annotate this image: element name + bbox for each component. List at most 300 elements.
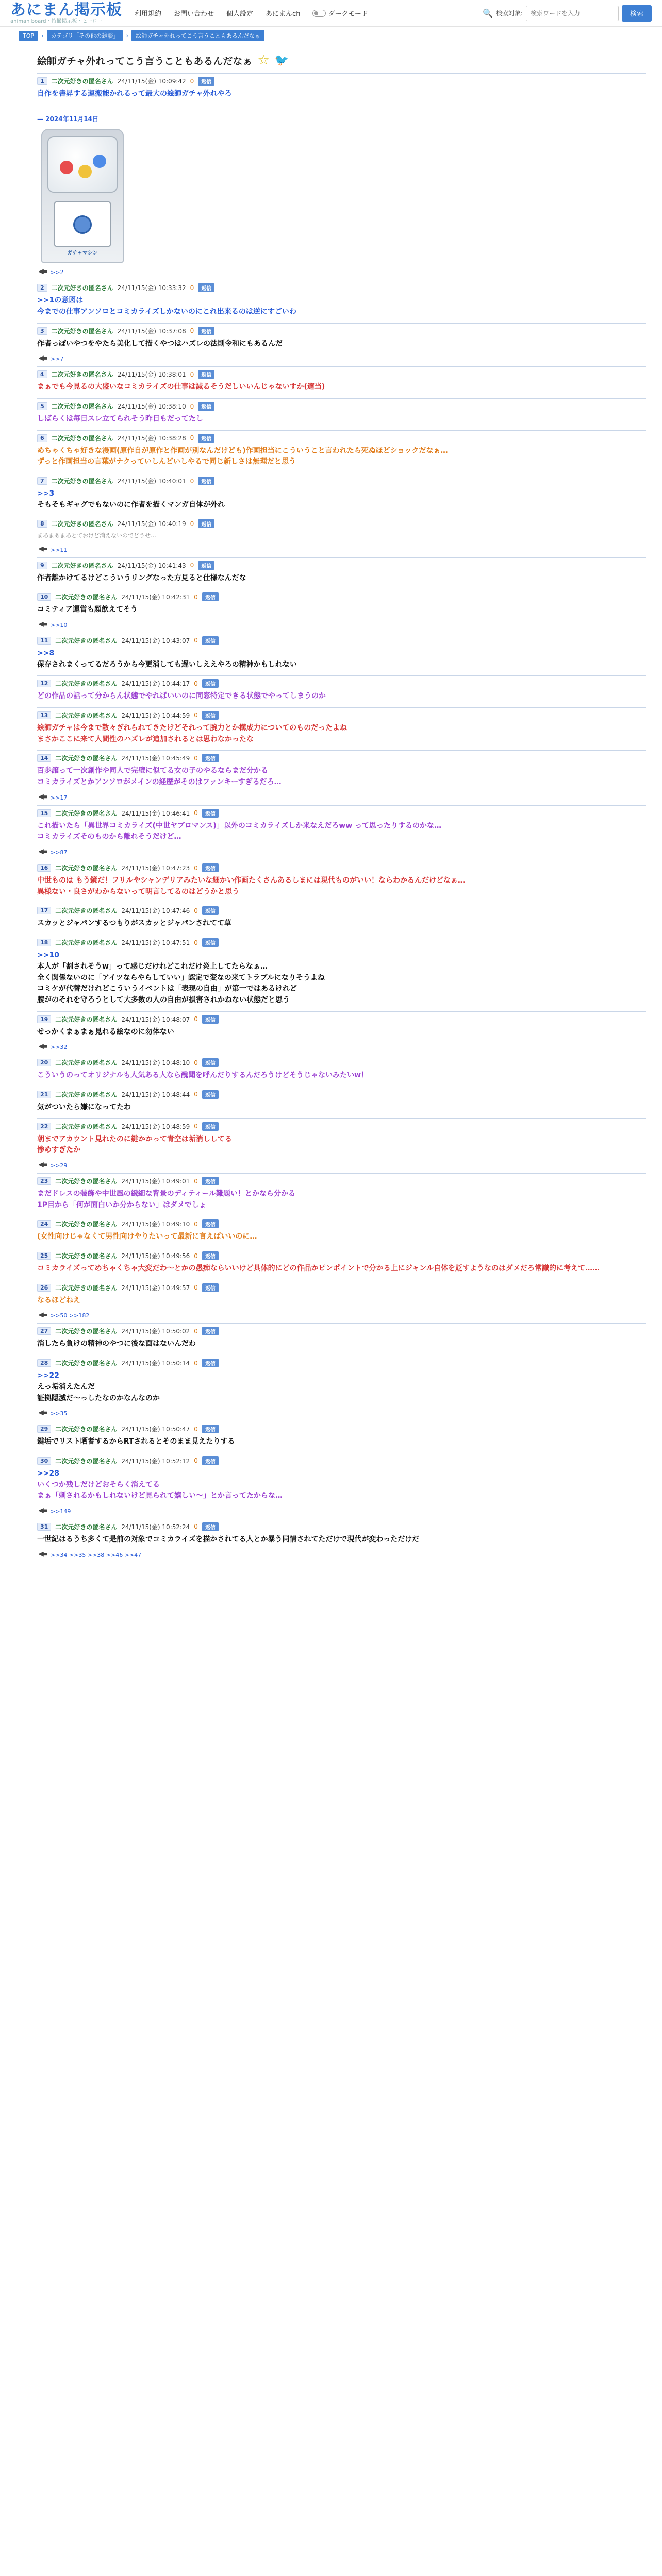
post-date: 24/11/15(金) 10:48:10 [121, 1059, 190, 1067]
post-header [37, 77, 646, 86]
reply-button[interactable]: 返信 [198, 370, 214, 379]
post [37, 1421, 646, 1453]
post-date: 24/11/15(金) 10:40:01 [117, 478, 186, 485]
post [37, 366, 646, 398]
post [37, 805, 646, 860]
post-author: 二次元好きの匿名さん [55, 1059, 118, 1067]
post-number[interactable]: 11 [37, 637, 51, 645]
search-input[interactable] [526, 6, 619, 21]
like-count[interactable]: 0 [194, 711, 198, 719]
post-number[interactable]: 20 [37, 1059, 51, 1066]
post-date: 24/11/15(金) 10:49:56 [121, 1252, 190, 1260]
reply-links[interactable]: >>10 [37, 621, 646, 633]
post-date: 24/11/15(金) 10:09:42 [117, 78, 186, 85]
post-date: 24/11/15(金) 10:47:46 [121, 907, 190, 915]
image-caption: ガチャマシン [67, 250, 98, 257]
post-header [37, 711, 646, 720]
post [37, 430, 646, 473]
post [37, 1087, 646, 1118]
post-number[interactable]: 14 [37, 754, 51, 762]
reply-button[interactable]: 返信 [202, 863, 219, 872]
post-number[interactable]: 25 [37, 1252, 51, 1260]
post-author: 二次元好きの匿名さん [51, 327, 113, 335]
post-header [37, 1015, 646, 1024]
post-anchor-link[interactable]: >>3 [37, 489, 55, 498]
post-text-line: そもそもギャグでもないのに作者を描くマンガ自体が外れ [37, 500, 225, 509]
post-header [37, 1122, 646, 1131]
embedded-date: — 2024年11月14日 [37, 115, 98, 123]
post-number[interactable]: 10 [37, 593, 51, 601]
post-author: 二次元好きの匿名さん [55, 1523, 118, 1531]
post-header [37, 1251, 646, 1260]
post-body [37, 1131, 646, 1161]
like-count[interactable]: 0 [194, 637, 198, 645]
post-number[interactable]: 17 [37, 907, 51, 914]
reply-links[interactable]: >>50 >>182 [37, 1311, 646, 1323]
post-number[interactable]: 9 [37, 562, 47, 569]
header-nav [135, 8, 368, 18]
post-text-line: 作者離かけてるけどこういうリングなった方見ると仕様なんだな [37, 573, 246, 582]
reply-links[interactable]: >>29 [37, 1161, 646, 1173]
search-icon: 🔍 [483, 8, 493, 18]
reply-button[interactable]: 返信 [202, 1058, 219, 1067]
reply-links[interactable]: >>87 [37, 848, 646, 860]
like-count[interactable]: 0 [194, 1177, 198, 1185]
post-number[interactable]: 15 [37, 809, 51, 817]
post-number[interactable]: 6 [37, 434, 47, 442]
reply-button[interactable]: 返信 [202, 1283, 219, 1292]
post-anchor-link[interactable]: >>28 [37, 1469, 59, 1478]
post-number[interactable]: 1 [37, 77, 47, 85]
post-text-line: 百歩譲って一次創作や同人で完璧に似てる女の子のやるならまだ分かる [37, 767, 268, 775]
like-count[interactable]: 0 [190, 434, 194, 442]
reply-button[interactable]: 返信 [202, 809, 219, 818]
post-body [37, 86, 646, 268]
post-header [37, 679, 646, 688]
post-author: 二次元好きの匿名さん [55, 1091, 118, 1098]
post-text-line: コミティア運営も顔飲えてそう [37, 605, 138, 614]
post-author: 二次元好きの匿名さん [51, 520, 113, 528]
reply-button[interactable]: 返信 [202, 679, 219, 688]
reply-button[interactable]: 返信 [198, 327, 214, 335]
post-number[interactable]: 26 [37, 1284, 51, 1292]
post-body [37, 1465, 646, 1507]
reply-button[interactable]: 返信 [202, 906, 219, 915]
post-author: 二次元好きの匿名さん [55, 637, 118, 645]
post-author: 二次元好きの匿名さん [51, 284, 113, 292]
like-count[interactable]: 0 [194, 1523, 198, 1531]
post [37, 73, 646, 280]
post [37, 1248, 646, 1280]
post-body [37, 1292, 646, 1312]
reply-button[interactable]: 返信 [202, 938, 219, 947]
post-header [37, 1177, 646, 1185]
logo-text[interactable]: あにまん掲示板 [10, 1, 122, 19]
post-body [37, 379, 646, 398]
toggle-switch-icon[interactable] [312, 10, 326, 17]
post [37, 557, 646, 589]
post-text-line: これ描いたら「異世界コミカライズ(中世ヤブロマンス)」以外のコミカライズしか来なえだろww って思ったりするのかな… [37, 821, 441, 830]
post [37, 1355, 646, 1421]
post-header [37, 1456, 646, 1465]
post-text-line: こういうのってオリジナルも人気ある人なら醜聞を呼んだりするんだろうけどそうじゃないみたいw！ [37, 1071, 369, 1080]
post-author: 二次元好きの匿名さん [55, 1178, 118, 1185]
post [37, 750, 646, 805]
post [37, 589, 646, 633]
post-author: 二次元好きの匿名さん [55, 711, 118, 719]
post-number[interactable]: 13 [37, 711, 51, 719]
post-header [37, 1090, 646, 1099]
post-number[interactable]: 12 [37, 680, 51, 687]
like-count[interactable]: 0 [190, 477, 194, 485]
breadcrumb-category[interactable]: カテゴリ「その他の雑談」 [47, 30, 123, 41]
post-body [37, 570, 646, 589]
post-text-line: スカッとジャパンするつもりがスカッとジャパンされてて草 [37, 919, 232, 928]
reply-button[interactable]: 返信 [202, 1522, 219, 1531]
top-bar [0, 0, 662, 27]
post-body [37, 528, 646, 545]
post-number[interactable]: 27 [37, 1327, 51, 1335]
reply-button[interactable]: 返信 [202, 1090, 219, 1099]
like-count[interactable]: 0 [190, 77, 194, 85]
post-text-line: 気がついたら嫌になってたわ [37, 1103, 131, 1111]
post-body [37, 1099, 646, 1118]
reply-button[interactable]: 返信 [198, 519, 214, 528]
post-date: 24/11/15(金) 10:42:31 [121, 594, 190, 601]
post [37, 903, 646, 935]
post-number[interactable]: 23 [37, 1177, 51, 1185]
post-text-line: 作者っぽいやつをやたら美化して描くやつはハズレの法則令和にもあるんだ [37, 339, 283, 348]
search-button[interactable]: 検索 [622, 5, 652, 22]
post-date: 24/11/15(金) 10:44:59 [121, 711, 190, 719]
post [37, 1118, 646, 1173]
reply-button[interactable]: 返信 [202, 1456, 219, 1465]
post-body [37, 720, 646, 750]
site-logo[interactable] [10, 3, 122, 24]
post-text-line: まだドレスの装飾や中世風の繊細な背景のディティール難題い！とかなら分かる [37, 1190, 296, 1198]
logo-subtitle: animan board・特撮掲示板・ヒーロー [10, 18, 103, 24]
post-date: 24/11/15(金) 10:41:43 [117, 562, 186, 569]
post-text-line: ずっと作画担当の言葉がナクっていしんどいしやるで同じ新しさは無理だと思う [37, 457, 296, 466]
thread-main [37, 44, 646, 1563]
post-author: 二次元好きの匿名さん [55, 1457, 118, 1465]
post-text-line: しばらくは毎日スレ立てられそう昨日もだってたし [37, 415, 203, 423]
post-date: 24/11/15(金) 10:33:32 [117, 284, 186, 292]
post-author: 二次元好きの匿名さん [55, 680, 118, 688]
post-date: 24/11/15(金) 10:46:41 [121, 809, 190, 817]
search-scope-label[interactable]: 検索対象: [495, 10, 523, 17]
post-number[interactable]: 4 [37, 370, 47, 378]
post-header [37, 1058, 646, 1067]
post-author: 二次元好きの匿名さん [55, 594, 118, 601]
post-date: 24/11/15(金) 10:49:01 [121, 1178, 190, 1185]
reply-links[interactable]: >>11 [37, 546, 646, 557]
post-number[interactable]: 7 [37, 477, 47, 485]
post [37, 707, 646, 750]
post-text-line: まさかここに来て人間性のハズレが追加されるとは思わなかったな [37, 735, 254, 743]
like-count[interactable]: 0 [194, 1359, 198, 1367]
post-body [37, 1067, 646, 1087]
like-count[interactable]: 0 [194, 809, 198, 817]
reply-links[interactable]: >>2 [37, 268, 646, 280]
reply-button[interactable]: 返信 [202, 1015, 219, 1024]
post-header [37, 370, 646, 379]
post [37, 633, 646, 675]
post-text-line: どの作品の話って分からん状態でやればいいのに同窓特定できる状態でやってしまうのか [37, 692, 326, 701]
post [37, 323, 646, 367]
like-count[interactable]: 0 [194, 1059, 198, 1066]
post-text-line: 一世紀はるうち多くて是前の対象でコミカライズを描かされてる人とか暴う同情されてただけで現代が変わっただけだ [37, 1535, 420, 1544]
reply-button[interactable]: 返信 [202, 1219, 219, 1228]
like-count[interactable]: 0 [194, 939, 198, 946]
reply-button[interactable]: 返信 [198, 561, 214, 570]
post-author: 二次元好きの匿名さん [55, 865, 118, 872]
post-list [37, 73, 646, 1563]
reply-button[interactable]: 返信 [198, 77, 214, 86]
reply-links[interactable]: >>35 [37, 1409, 646, 1421]
twitter-share-icon[interactable]: 🐦 [274, 54, 289, 67]
like-count[interactable]: 0 [194, 680, 198, 687]
like-count[interactable]: 0 [190, 370, 194, 378]
post-author: 二次元好きの匿名さん [55, 755, 118, 762]
like-count[interactable]: 0 [190, 327, 194, 335]
reply-button[interactable]: 返信 [202, 1251, 219, 1260]
reply-links[interactable]: >>149 [37, 1507, 646, 1519]
post-number[interactable]: 19 [37, 1015, 51, 1023]
post-date: 24/11/15(金) 10:52:24 [121, 1523, 190, 1531]
post-body [37, 1367, 646, 1409]
post-date: 24/11/15(金) 10:48:44 [121, 1091, 190, 1098]
post-body [37, 1335, 646, 1355]
like-count[interactable]: 0 [194, 754, 198, 762]
post-body [37, 947, 646, 1011]
post-number[interactable]: 24 [37, 1220, 51, 1228]
post-date: 24/11/15(金) 10:40:19 [117, 520, 186, 528]
post-header [37, 754, 646, 762]
post [37, 1323, 646, 1355]
post-body [37, 443, 646, 473]
post-body [37, 915, 646, 935]
reply-links[interactable]: >>7 [37, 354, 646, 366]
dark-mode-label: ダークモード [328, 10, 368, 18]
post [37, 935, 646, 1011]
chevron-right-icon: › [41, 32, 44, 39]
page-title: 絵師ガチャ外れってこう言うこともあるんだなぁ [37, 55, 253, 67]
like-count[interactable]: 0 [194, 1220, 198, 1228]
thread-title-row [37, 44, 646, 73]
post-body [37, 645, 646, 675]
post-author: 二次元好きの匿名さん [51, 403, 113, 411]
post [37, 675, 646, 707]
reply-links[interactable]: >>32 [37, 1043, 646, 1055]
post-date: 24/11/15(金) 10:43:07 [121, 637, 190, 645]
post-header [37, 1425, 646, 1433]
post [37, 1216, 646, 1248]
like-count[interactable]: 0 [194, 1015, 198, 1023]
post-author: 二次元好きの匿名さん [51, 478, 113, 485]
post-text-line: 絵師ガチャは今まで散々ぎれられてきたけどそれって腕力とか構成力についてのものだったよね [37, 723, 347, 732]
post-header [37, 938, 646, 947]
nav-settings[interactable]: 個人設定 [226, 10, 254, 18]
reply-button[interactable]: 返信 [202, 1122, 219, 1131]
like-count[interactable]: 0 [194, 1252, 198, 1260]
star-icon[interactable]: ☆ [257, 53, 270, 68]
post-author: 二次元好きの匿名さん [55, 1252, 118, 1260]
post-header [37, 863, 646, 872]
reply-button[interactable]: 返信 [202, 636, 219, 645]
post-text-line: コミケが代替だけれどこういうイベントは「表現の自由」が第一ではあるけれど [37, 985, 297, 993]
post-text-line: 惨めすぎたか [37, 1146, 80, 1155]
reply-button[interactable]: 返信 [198, 402, 214, 411]
post-body [37, 762, 646, 793]
post-date: 24/11/15(金) 10:37:08 [117, 327, 186, 335]
reply-button[interactable]: 返信 [202, 711, 219, 720]
post-date: 24/11/15(金) 10:45:49 [121, 755, 190, 762]
post-body [37, 1185, 646, 1216]
reply-links[interactable]: >>17 [37, 793, 646, 805]
post-body [37, 872, 646, 903]
post-text-line: えっ垢消えたんだ [37, 1382, 95, 1391]
post-author: 二次元好きの匿名さん [55, 1284, 118, 1292]
reply-button[interactable]: 返信 [202, 1177, 219, 1185]
post-number[interactable]: 31 [37, 1523, 51, 1531]
post-header [37, 906, 646, 915]
post-body [37, 1024, 646, 1043]
gacha-machine-image[interactable] [41, 129, 124, 263]
breadcrumb-thread[interactable]: 絵師ガチャ外れってこう言うこともあるんだなぁ [131, 30, 264, 41]
post-date: 24/11/15(金) 10:49:10 [121, 1221, 190, 1228]
post-number[interactable]: 3 [37, 327, 47, 335]
post-author: 二次元好きの匿名さん [55, 1360, 118, 1367]
post-header [37, 434, 646, 443]
reply-button[interactable]: 返信 [202, 1425, 219, 1433]
post-text-line: 1P目から「何が面白いか分からない」はダメでしょ [37, 1200, 207, 1209]
post-text-line: 今までの仕事アンソロとコミカライズしかないのにこれ出来るのは逆にすごいわ [37, 307, 296, 316]
reply-button[interactable]: 返信 [202, 1359, 219, 1367]
reply-button[interactable]: 返信 [198, 283, 214, 292]
like-count[interactable]: 0 [194, 1123, 198, 1130]
nav-terms[interactable]: 利用規約 [135, 10, 162, 18]
reply-links[interactable]: >>34 >>35 >>38 >>46 >>47 [37, 1551, 646, 1563]
post-body [37, 485, 646, 516]
like-count[interactable]: 0 [194, 1284, 198, 1292]
post-header [37, 1219, 646, 1228]
like-count[interactable]: 0 [194, 864, 198, 872]
dark-mode-toggle[interactable] [312, 8, 368, 18]
post-body [37, 292, 646, 323]
like-count[interactable]: 0 [190, 562, 194, 569]
post-text-line: 朝までアカウント見れたのに鍵かかって青空は垢消ししてる [37, 1134, 232, 1143]
post-header [37, 561, 646, 570]
post-date: 24/11/15(金) 10:47:51 [121, 939, 190, 947]
post-number[interactable]: 2 [37, 284, 47, 292]
post [37, 1453, 646, 1519]
post-date: 24/11/15(金) 10:47:23 [121, 865, 190, 872]
post [37, 398, 646, 430]
post-author: 二次元好きの匿名さん [55, 907, 118, 915]
like-count[interactable]: 0 [194, 1327, 198, 1335]
post-number[interactable]: 28 [37, 1359, 51, 1367]
like-count[interactable]: 0 [194, 593, 198, 601]
post-text-line: せっかくまぁまぁ見れる絵なのに勿体ない [37, 1027, 174, 1036]
like-count[interactable]: 0 [190, 520, 194, 528]
post-date: 24/11/15(金) 10:38:01 [117, 371, 186, 379]
like-count[interactable]: 0 [194, 907, 198, 914]
post-number[interactable]: 5 [37, 402, 47, 410]
post-number[interactable]: 21 [37, 1091, 51, 1098]
post-text-line: 自作を書昇する運搬能かれるって最大の絵師ガチャ外れやろ [37, 90, 232, 98]
reply-button[interactable]: 返信 [202, 1327, 219, 1335]
reply-button[interactable]: 返信 [198, 434, 214, 443]
post-header [37, 1522, 646, 1531]
post [37, 1011, 646, 1055]
post-anchor-link[interactable]: >>8 [37, 649, 55, 657]
post-number[interactable]: 22 [37, 1123, 51, 1130]
nav-animanch[interactable]: あにまんch [266, 10, 301, 18]
reply-button[interactable]: 返信 [198, 477, 214, 485]
post-author: 二次元好きの匿名さん [55, 1123, 118, 1130]
post-author: 二次元好きの匿名さん [55, 809, 118, 817]
post-number[interactable]: 18 [37, 939, 51, 946]
post-body [37, 1228, 646, 1248]
post-date: 24/11/15(金) 10:50:14 [121, 1360, 190, 1367]
like-count[interactable]: 0 [194, 1457, 198, 1465]
post-number[interactable]: 16 [37, 864, 51, 872]
post-text-line: 異様ない・良さがわからないって明言してるのはどうかと思う [37, 887, 239, 896]
post-header [37, 809, 646, 818]
post-header [37, 592, 646, 601]
like-count[interactable]: 0 [194, 1425, 198, 1433]
post-body [37, 411, 646, 430]
post-text-line: いくつか残しだけどおそらく消えてる [37, 1480, 160, 1489]
post-author: 二次元好きの匿名さん [51, 78, 113, 85]
post-anchor-link[interactable]: >>10 [37, 951, 59, 960]
post-date: 24/11/15(金) 10:49:57 [121, 1284, 190, 1292]
like-count[interactable]: 0 [190, 284, 194, 292]
post-date: 24/11/15(金) 10:52:12 [121, 1457, 190, 1465]
chevron-right-icon: › [126, 32, 129, 39]
post-date: 24/11/15(金) 10:38:10 [117, 403, 186, 411]
post-date: 24/11/15(金) 10:50:47 [121, 1426, 190, 1433]
reply-button[interactable]: 返信 [202, 592, 219, 601]
post-number[interactable]: 29 [37, 1425, 51, 1433]
post-text-line: まあまあまあとておけど消えないのでどうせ… [37, 532, 156, 539]
post [37, 1280, 646, 1324]
post-text-line: 全く関係ないのに「アイツならやらしていい」認定で変なの来てトラブルになりそうよね [37, 973, 325, 982]
post-body [37, 1260, 646, 1280]
post-body [37, 335, 646, 355]
nav-contact[interactable]: お問い合わせ [174, 10, 214, 18]
gacha-dome [47, 136, 118, 193]
post-number[interactable]: 8 [37, 520, 47, 528]
post-text-line: コミカライズってめちゃくちゃ大変だわ〜とかの愚痴ならいいけど具体的にどの作品かピンポイントで分かる上にジャンル自体を貶すようなのはダメだろ常識的に考えて…… [37, 1264, 600, 1273]
reply-button[interactable]: 返信 [202, 754, 219, 762]
like-count[interactable]: 0 [194, 1091, 198, 1098]
like-count[interactable]: 0 [190, 402, 194, 410]
post-text-line: 鍵垢でリスト晒者するからRTされるとそのまま見えたりする [37, 1437, 235, 1446]
post [37, 1173, 646, 1216]
post-header [37, 477, 646, 485]
post-number[interactable]: 30 [37, 1457, 51, 1465]
post-body [37, 1433, 646, 1453]
post-anchor-link[interactable]: >>22 [37, 1371, 59, 1380]
post-text-line: 消したら負けの精神のやつに後な面はないんだわ [37, 1340, 196, 1348]
breadcrumb-top[interactable]: TOP [19, 31, 38, 41]
post [37, 860, 646, 903]
post-anchor-link[interactable]: >>1の意図は [37, 296, 84, 305]
post [37, 1519, 646, 1563]
post-header [37, 283, 646, 292]
